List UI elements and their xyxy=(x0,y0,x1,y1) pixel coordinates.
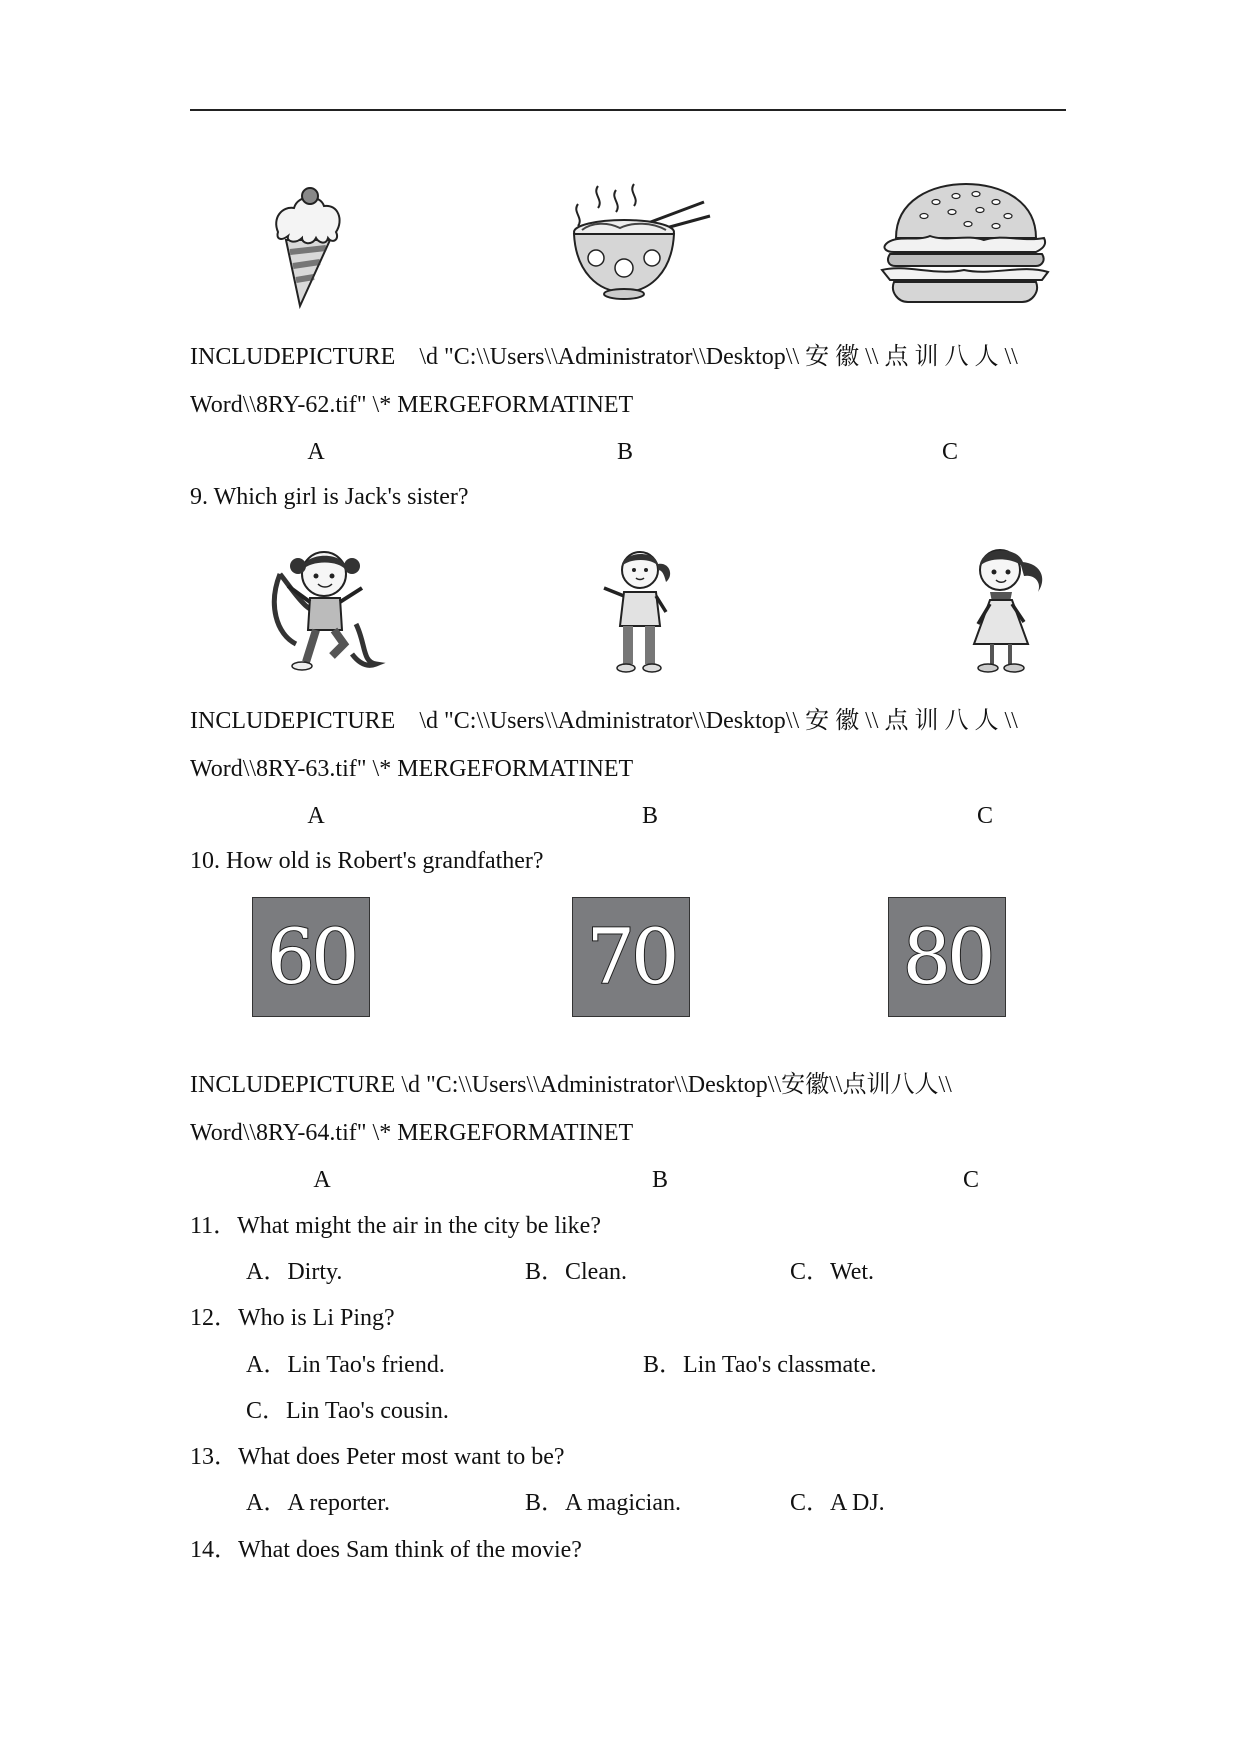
option-label-b: B xyxy=(641,803,658,829)
include-field-line-1 xyxy=(190,342,1066,372)
include-field-line-1 xyxy=(190,706,1066,736)
number-card-value: 70 xyxy=(586,912,676,1001)
ice-cream-icon xyxy=(268,182,358,308)
question-10: 10. How old is Robert's grandfather? xyxy=(190,848,544,874)
question-12: 12．Who is Li Ping? xyxy=(190,1305,395,1331)
header-rule xyxy=(190,109,1066,111)
number-card-c xyxy=(888,897,1006,1017)
include-field-path: \d "C:\\Users\\Administrator\\Desktop\\ 安 徽 \\ 点 训 八 人 \\ xyxy=(419,344,1018,370)
question-11-option-a: A．Dirty. xyxy=(246,1259,343,1285)
question-9: 9. Which girl is Jack's sister? xyxy=(190,484,469,510)
question-12-option-c: C．Lin Tao's cousin. xyxy=(246,1398,449,1424)
option-label-a: A xyxy=(313,1167,331,1193)
question-13-option-b: B．A magician. xyxy=(525,1490,681,1516)
include-field-keyword: INCLUDEPICTURE xyxy=(190,708,396,734)
number-card-a xyxy=(252,897,370,1017)
option-label-b: B xyxy=(616,439,633,465)
number-card-value: 60 xyxy=(266,912,356,1001)
number-card-b xyxy=(572,897,690,1017)
question-13-option-c: C．A DJ. xyxy=(790,1490,885,1516)
question-12-option-a: A．Lin Tao's friend. xyxy=(246,1352,445,1378)
number-card-value: 80 xyxy=(902,912,992,1001)
option-label-c: C xyxy=(976,803,993,829)
question-11-option-c: C．Wet. xyxy=(790,1259,875,1285)
question-13: 13．What does Peter most want to be? xyxy=(190,1444,565,1470)
option-label-b: B xyxy=(651,1167,668,1193)
question-13-option-a: A．A reporter. xyxy=(246,1490,390,1516)
option-label-c: C xyxy=(941,439,958,465)
girl-in-dress-icon xyxy=(954,544,1054,676)
girl-with-pigtails-icon xyxy=(594,548,684,676)
girl-with-ribbon-icon xyxy=(266,544,386,676)
question-12-option-b: B．Lin Tao's classmate. xyxy=(643,1352,877,1378)
include-field-line-1: INCLUDEPICTURE \d "C:\\Users\\Administrator\\Desktop\\安徽\\点训八人\\ xyxy=(190,1072,952,1098)
hamburger-icon xyxy=(876,180,1052,306)
option-label-a: A xyxy=(307,439,325,465)
include-field-line-2: Word\\8RY-62.tif" \* MERGEFORMATINET xyxy=(190,392,634,418)
noodles-bowl-icon xyxy=(568,182,718,306)
question-11: 11．What might the air in the city be like? xyxy=(190,1213,601,1239)
include-field-line-2: Word\\8RY-64.tif" \* MERGEFORMATINET xyxy=(190,1120,634,1146)
option-label-a: A xyxy=(307,803,325,829)
include-field-path: \d "C:\\Users\\Administrator\\Desktop\\ 安 徽 \\ 点 训 八 人 \\ xyxy=(419,708,1018,734)
option-label-c: C xyxy=(962,1167,979,1193)
question-14: 14．What does Sam think of the movie? xyxy=(190,1537,582,1563)
include-field-keyword: INCLUDEPICTURE xyxy=(190,344,396,370)
include-field-line-2: Word\\8RY-63.tif" \* MERGEFORMATINET xyxy=(190,756,634,782)
question-11-option-b: B．Clean. xyxy=(525,1259,627,1285)
